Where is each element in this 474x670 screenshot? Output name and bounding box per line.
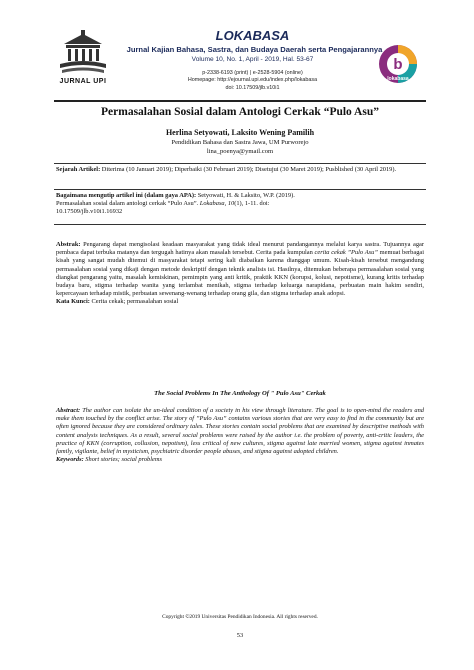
homepage-link[interactable]: Homepage: http://ejournal.upi.edu/index.php/lokabasa: [187, 77, 318, 84]
keywords-en-text: Short stories; social problems: [83, 456, 162, 464]
abstract-english: Abstract: The author can isolate the un-ideal condition of a society in his view through literature. The goal is to open-mind the readers and make them touched by the conflict arise. The story of ”Pulo Asu” contains various stories that are very easy to find in the community but are often ignored because they are considered ordinary tales. These stories contain social problems that are examined by descriptive methods with content analysis techniques. As a result, several social problems were raised by the author i.e. the problem of poverty, anti-critic leaders, the practice of KKN (corruption, collusion, nepotism), less critical of new cultures, stigma against late married women, stigma against inmates family, vigilante, belief in mysticism, psychiatric disorder people abuses, and stigma against adopted children. Keywords: Short stories; social problems: [56, 407, 424, 464]
keywords-text: Cerita cekak; permasalahan sosial: [89, 298, 179, 306]
journal-meta: [120, 70, 385, 92]
english-title: The Social Problems In The Anthology Of " Pulo Asu" Cerkak: [154, 390, 326, 397]
divider: [54, 163, 426, 164]
history-text: Diterima (10 Januari 2019); Diperbaiki (30 Februari 2019); Disetujui (30 Maret 2019); Pusblished (30 April 2019).: [100, 166, 397, 173]
doi-line: doi: 10.17509/jlb.v10i1: [225, 84, 280, 91]
citation-doi[interactable]: 10.17509/jlb.v10i1.16932: [56, 208, 123, 216]
header-divider: [54, 100, 426, 102]
journal-name: LOKABASA: [215, 28, 290, 43]
journal-volume: Volume 10, No. 1, April - 2019, Hal. 53-67: [191, 56, 314, 63]
library-emblem-icon: [54, 28, 112, 76]
abstract-en-label: Abstract:: [56, 407, 81, 414]
journal-subtitle: Jurnal Kajian Bahasa, Sastra, dan Budaya Daerah serta Pengajarannya: [126, 45, 383, 54]
divider: [54, 224, 426, 225]
article-authors: Herlina Setyowati, Laksito Wening Pamilih: [165, 128, 315, 137]
lokabasa-b-icon: [376, 40, 418, 88]
page-number: 53: [236, 632, 244, 639]
divider: [54, 189, 426, 190]
abstract-indonesian: Abstrak: Pengarang dapat mengisolasi keadaan masyarakat yang tidak ideal menurut pandangannya melalui karya sastra. Tujuannya agar pembaca dapat terbuka matanya dan tergugah hatinya akan masalah tersebut. Cerita pada kumpulan cerita cekak ”Pulo Asu” memuat berbagai kisah yang sangat mudah ditemui di masyarakat tetapi sering kali diabaikan karena dianggap umum. Kisah-kisah tersebut mengandung permasalahan sosial yang dikaji dengan metode deskriptif dengan teknik analisis isi. Hasilnya, ditemukan beberapa permasalahan sosial yang diangkat pengarang yaitu, masalah kemiskinan, pemimpin yang anti kritik, praktik KKN (korupsi, kolusi, nepotisme), kurang kritis terhadap budaya baru, stigma terhadap wanita yang terlambat menikah, stigma terhadap keluarga narapidana, perbuatan main hakim sendiri, kepercayaan terhadap mistik, perbuatan sewenang-wenang terhadap orang gila, dan stigma terhadap anak adopsi. Kata Kunci: Cerita cekak; permasalahan sosial: [56, 241, 425, 306]
svg-text:b: b: [393, 56, 403, 73]
keywords-en-label: Keywords:: [56, 456, 84, 464]
left-logo-caption: JURNAL UPI: [59, 78, 107, 85]
citation-block: Bagaimana mengutip artikel ini (dalam gaya APA): Setyowati, H. & Laksito, W.P. (2019). Permasalahan sosial dalam antologi cerkak “Pulo Asu”. Lokabasa, 10(1), 1-11. doi: 10.17509/jlb.v10i1.16932: [56, 192, 295, 216]
article-history: [56, 166, 424, 174]
history-label: Sejarah Artikel:: [56, 166, 101, 173]
keywords-label: Kata Kunci:: [56, 298, 90, 306]
issn-line: p-2338-6193 (print) | e-2528-5904 (online): [202, 70, 303, 76]
upi-journal-logo: [54, 28, 112, 92]
copyright-notice: Copyright ©2019 Universitas Pendidikan Indonesia. All rights reserved.: [162, 614, 318, 620]
citation-label: Bagaimana mengutip artikel ini (dalam gaya APA):: [56, 192, 197, 199]
right-logo-caption: lokabasa: [387, 76, 409, 82]
article-title: Permasalahan Sosial dalam Antologi Cerkak “Pulo Asu”: [101, 106, 379, 118]
abstract-label: Abstrak:: [56, 241, 81, 248]
author-email[interactable]: lina_poenya@ymail.com: [206, 148, 274, 155]
citation-journal: Lokabasa: [199, 200, 225, 208]
author-affiliation: Pendidikan Bahasa dan Sastra Jawa, UM Purworejo: [171, 139, 309, 146]
lokabasa-logo: [376, 40, 418, 88]
